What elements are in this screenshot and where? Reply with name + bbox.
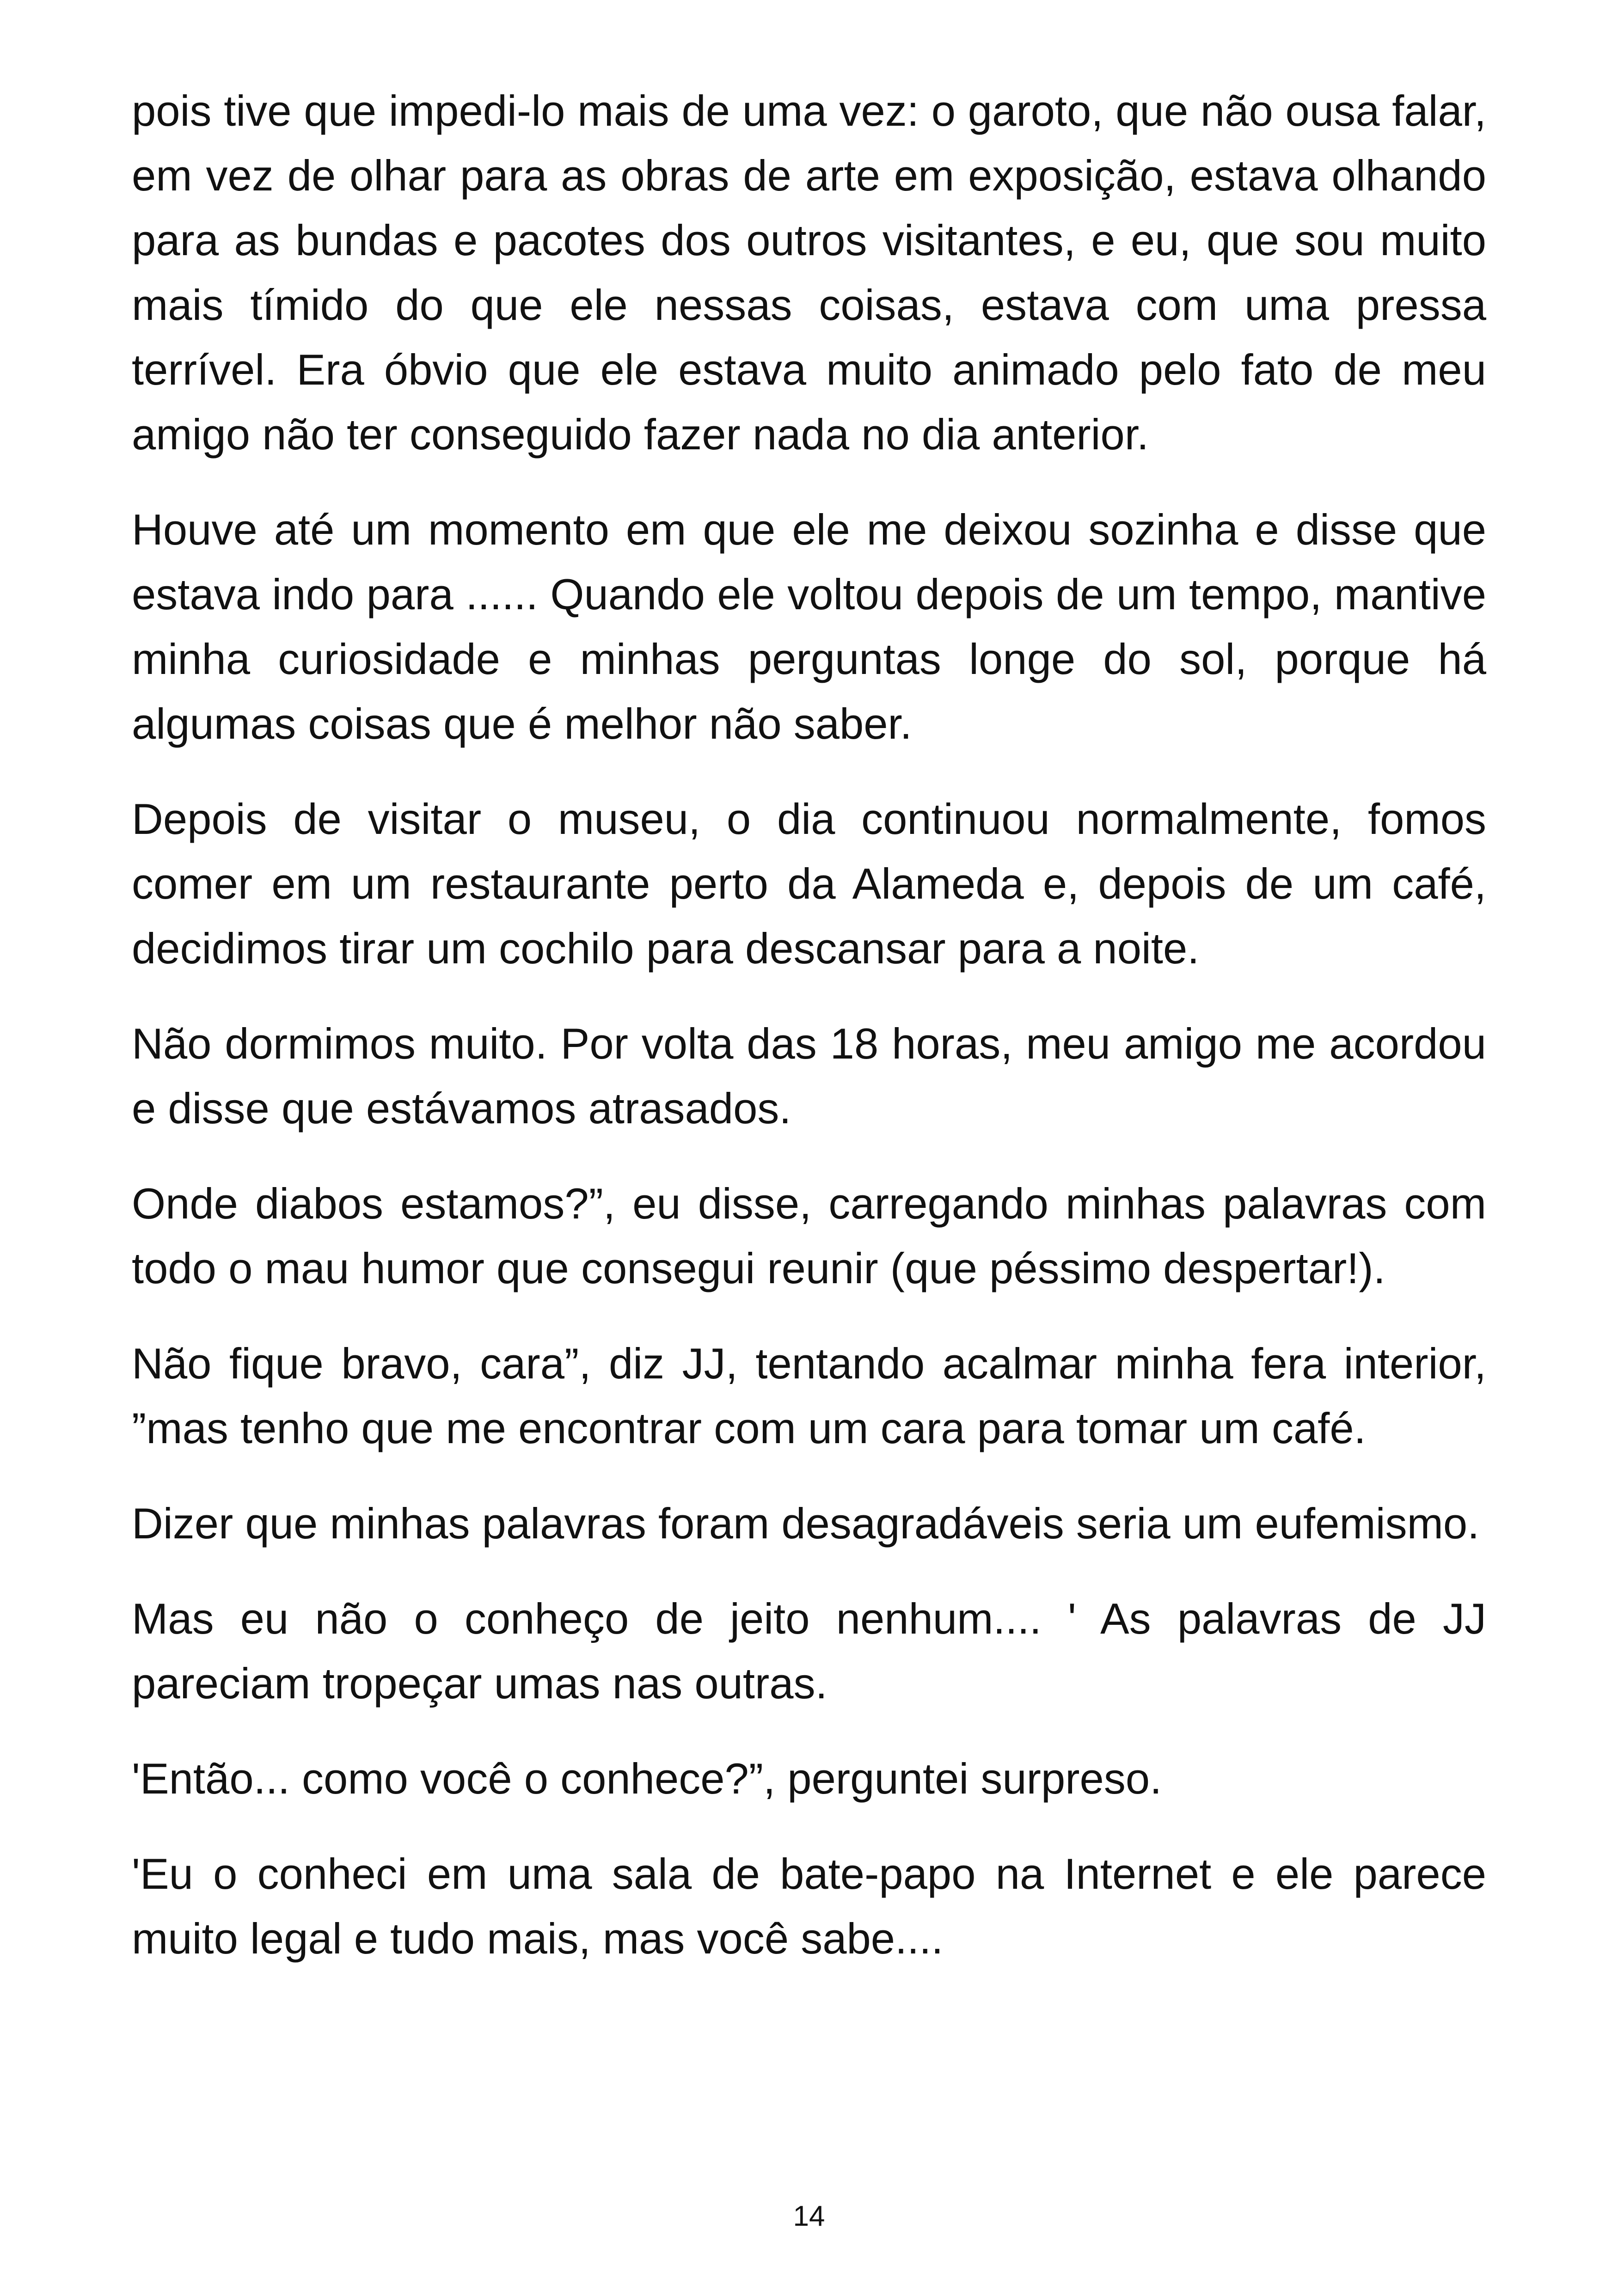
page-body xyxy=(132,79,1486,2002)
paragraph: Depois de visitar o museu, o dia continuou normalmente, fomos comer em um restaurante perto da Alameda e, depois de um café, decidimos tirar um cochilo para descansar para a noite. xyxy=(132,795,1486,973)
paragraph: Não fique bravo, cara”, diz JJ, tentando acalmar minha fera interior, ”mas tenho que me encontrar com um cara para tomar um café. xyxy=(132,1339,1486,1452)
paragraph: Onde diabos estamos?”, eu disse, carregando minhas palavras com todo o mau humor que consegui reunir (que péssimo despertar!). xyxy=(132,1179,1486,1292)
paragraph: Dizer que minhas palavras foram desagradáveis seria um eufemismo. xyxy=(132,1499,1480,1548)
paragraph: Mas eu não o conheço de jeito nenhum.... ' As palavras de JJ pareciam tropeçar umas nas outras. xyxy=(132,1594,1486,1708)
paragraph: Houve até um momento em que ele me deixou sozinha e disse que estava indo para ...... Quando ele voltou depois de um tempo, mantive minha curiosidade e minhas perguntas longe do sol, porque há algumas coisas que é melhor não saber. xyxy=(132,505,1486,748)
page-number: 14 xyxy=(793,2200,825,2232)
paragraph: pois tive que impedi-lo mais de uma vez: o garoto, que não ousa falar, em vez de olhar para as obras de arte em exposição, estava olhando para as bundas e pacotes dos outros visitantes, e eu, que sou muito mais tímido do que ele nessas coisas, estava com uma pressa terrível. Era óbvio que ele estava muito animado pelo fato de meu amigo não ter conseguido fazer nada no dia anterior. xyxy=(132,86,1486,459)
paragraph: Não dormimos muito. Por volta das 18 horas, meu amigo me acordou e disse que estávamos atrasados. xyxy=(132,1019,1486,1133)
paragraph: 'Eu o conheci em uma sala de bate-papo na Internet e ele parece muito legal e tudo mais, mas você sabe.... xyxy=(132,1849,1486,1963)
paragraph: 'Então... como você o conhece?”, perguntei surpreso. xyxy=(132,1754,1162,1803)
